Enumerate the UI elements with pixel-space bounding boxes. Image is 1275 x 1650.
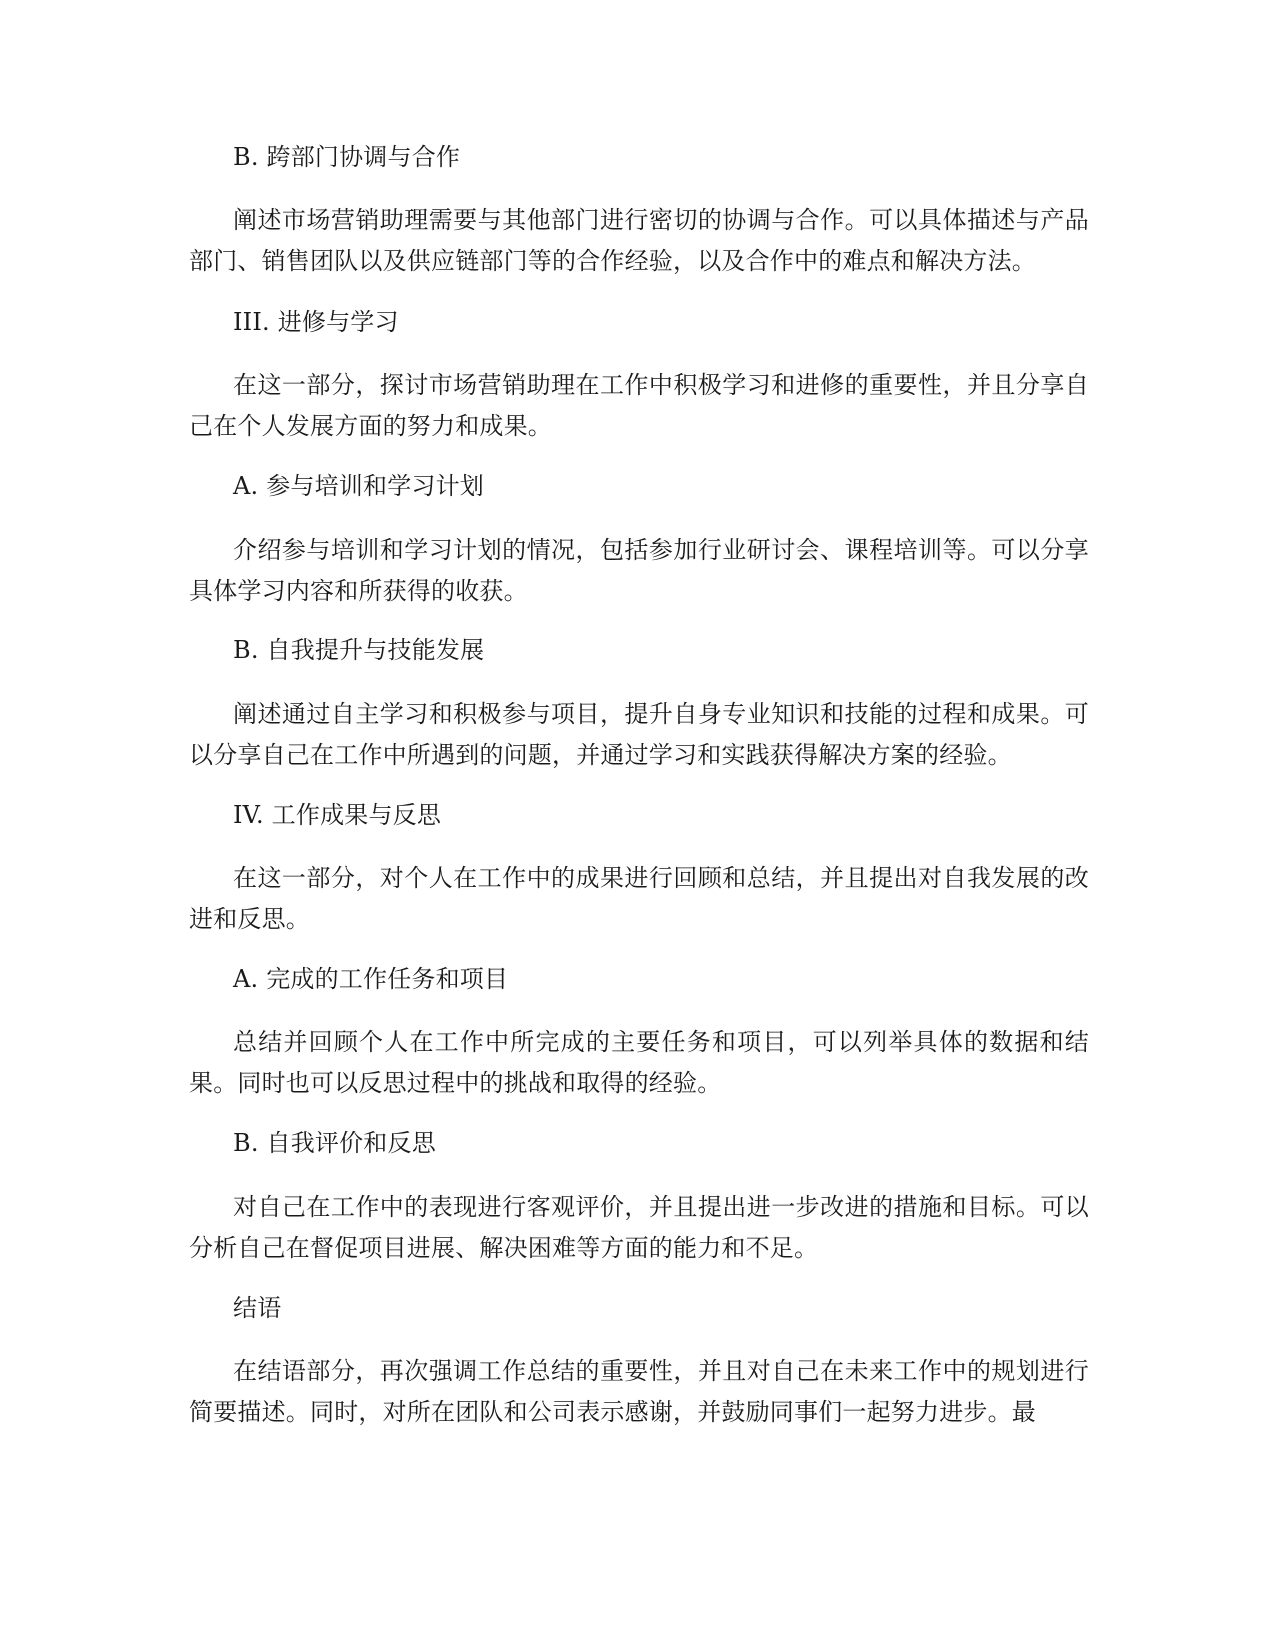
paragraph: 总结并回顾个人在工作中所完成的主要任务和项目，可以列举具体的数据和结果。同时也可以反思过程中的挑战和取得的经验。	[189, 1028, 1089, 1097]
section-heading: B. 自我提升与技能发展	[233, 636, 485, 664]
section-heading: 结语	[233, 1294, 282, 1322]
section-heading: A. 完成的工作任务和项目	[233, 965, 509, 993]
paragraph: 对自己在工作中的表现进行客观评价，并且提出进一步改进的措施和目标。可以分析自己在督促项目进展、解决困难等方面的能力和不足。	[189, 1193, 1089, 1262]
paragraph: 阐述市场营销助理需要与其他部门进行密切的协调与合作。可以具体描述与产品部门、销售团队以及供应链部门等的合作经验，以及合作中的难点和解决方法。	[189, 206, 1089, 275]
paragraph: 在结语部分，再次强调工作总结的重要性，并且对自己在未来工作中的规划进行简要描述。同时，对所在团队和公司表示感谢，并鼓励同事们一起努力进步。最	[189, 1357, 1089, 1426]
paragraph: 介绍参与培训和学习计划的情况，包括参加行业研讨会、课程培训等。可以分享具体学习内容和所获得的收获。	[189, 536, 1089, 605]
paragraph: 在这一部分，探讨市场营销助理在工作中积极学习和进修的重要性，并且分享自己在个人发展方面的努力和成果。	[189, 371, 1089, 440]
section-heading: B. 跨部门协调与合作	[233, 143, 461, 171]
section-heading: A. 参与培训和学习计划	[233, 472, 484, 500]
section-heading: IV. 工作成果与反思	[233, 801, 442, 829]
paragraph: 在这一部分，对个人在工作中的成果进行回顾和总结，并且提出对自我发展的改进和反思。	[189, 864, 1089, 933]
paragraph: 阐述通过自主学习和积极参与项目，提升自身专业知识和技能的过程和成果。可以分享自己在工作中所遇到的问题，并通过学习和实践获得解决方案的经验。	[189, 700, 1089, 769]
section-heading: III. 进修与学习	[233, 308, 399, 336]
section-heading: B. 自我评价和反思	[233, 1129, 436, 1157]
